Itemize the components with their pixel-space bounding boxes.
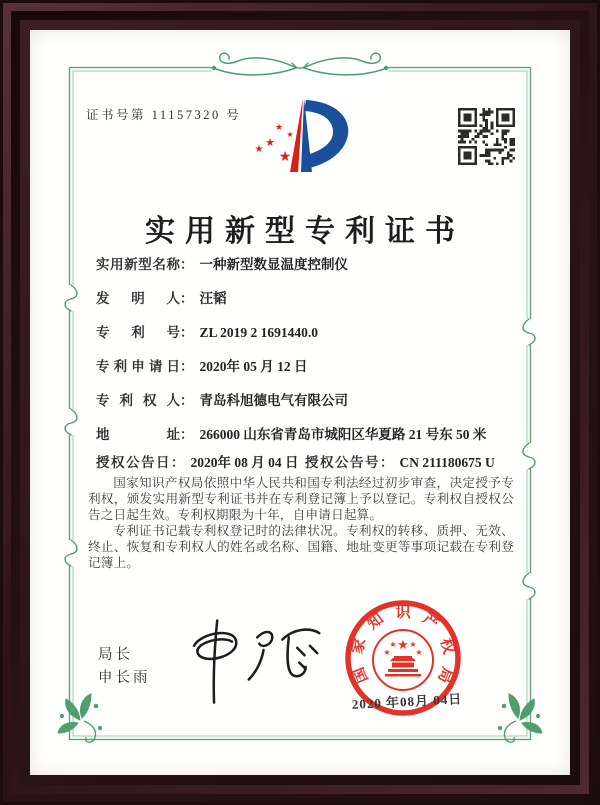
legal-text	[88, 476, 514, 571]
field-row-inventor	[96, 287, 526, 307]
svg-text:权: 权	[436, 636, 458, 656]
svg-text:★: ★	[278, 149, 292, 165]
certificate-number: 证书号第 11157320 号	[86, 108, 242, 122]
svg-text:★: ★	[383, 648, 391, 657]
colon: ：	[180, 393, 194, 408]
svg-text:★: ★	[286, 130, 294, 139]
field-value: 青岛科旭德电气有限公司	[199, 393, 348, 408]
colon: ：	[180, 359, 194, 374]
legal-paragraph-1: 国家知识产权局依照中华人民共和国专利法经过初步审查，决定授予专利权，颁发实用新型专利证书并在专利登记簿上予以登记。专利权自授权公告之日起生效。专利权期限为十年，自申请日起算。	[88, 476, 514, 522]
seal-national-emblem-icon	[373, 630, 433, 690]
qr-code	[458, 108, 515, 165]
field-label: 专利申请日	[96, 359, 180, 374]
grant-date-value: 2020年 08 月 04 日	[190, 455, 299, 470]
field-row-grant	[96, 451, 526, 471]
field-value: 一种新型数显温度控制仪	[199, 257, 348, 272]
field-label: 专利号	[96, 325, 180, 340]
grant-number-label: 授权公告号	[305, 455, 380, 470]
director-title: 局长	[98, 647, 133, 663]
certificate-title: 实用新型专利证书	[145, 215, 465, 249]
logo-stars-icon	[255, 123, 294, 165]
svg-text:★: ★	[274, 123, 284, 133]
svg-text:★: ★	[389, 640, 397, 649]
field-value: 汪韬	[199, 291, 227, 306]
colon: ：	[180, 291, 194, 306]
field-row-address	[96, 423, 526, 443]
field-row-patent-no	[96, 321, 526, 341]
svg-text:识: 识	[395, 604, 411, 621]
logo-p-bowl	[303, 100, 348, 169]
svg-text:★: ★	[415, 648, 423, 657]
cnipa-logo-icon	[243, 94, 363, 178]
grant-number-value: CN 211180675 U	[399, 455, 495, 470]
grant-date-label: 授权公告日	[96, 455, 171, 470]
svg-text:国: 国	[350, 664, 372, 686]
seal-date: 2020 年08月 04日	[351, 691, 463, 712]
colon: ：	[180, 427, 194, 442]
field-label: 地址	[96, 427, 180, 442]
grant-number-group	[305, 451, 495, 471]
svg-text:★: ★	[254, 144, 264, 155]
field-row-patentee	[96, 389, 526, 409]
field-row-filing-date	[96, 355, 526, 375]
legal-paragraph-2: 专利证书记载专利权登记时的法律状况。专利权的转移、质押、无效、终止、恢复和专利权人的姓名或名称、国籍、地址变更等事项记载在专利登记簿上。	[88, 523, 514, 570]
colon: ：	[180, 257, 194, 272]
field-label: 发明人	[96, 291, 180, 306]
svg-text:★: ★	[397, 638, 409, 653]
field-row-name	[96, 253, 526, 273]
field-value: 266000 山东省青岛市城阳区华夏路 21 号东 50 米	[199, 427, 487, 442]
svg-text:★: ★	[409, 640, 417, 649]
colon: ：	[380, 455, 394, 470]
svg-text:★: ★	[265, 136, 275, 149]
field-label: 实用新型名称	[96, 257, 180, 272]
director-block	[98, 644, 151, 690]
svg-text:产: 产	[419, 610, 442, 634]
director-signature	[178, 610, 328, 710]
svg-text:家: 家	[348, 636, 370, 656]
field-value: ZL 2019 2 1691440.0	[199, 325, 319, 340]
colon: ：	[171, 455, 185, 470]
field-value: 2020年 05 月 12 日	[199, 359, 308, 374]
field-label: 专利权人	[96, 393, 180, 408]
svg-text:知: 知	[364, 610, 387, 634]
svg-text:局: 局	[434, 664, 456, 686]
colon: ：	[180, 325, 194, 340]
director-name: 申长雨	[98, 670, 151, 686]
